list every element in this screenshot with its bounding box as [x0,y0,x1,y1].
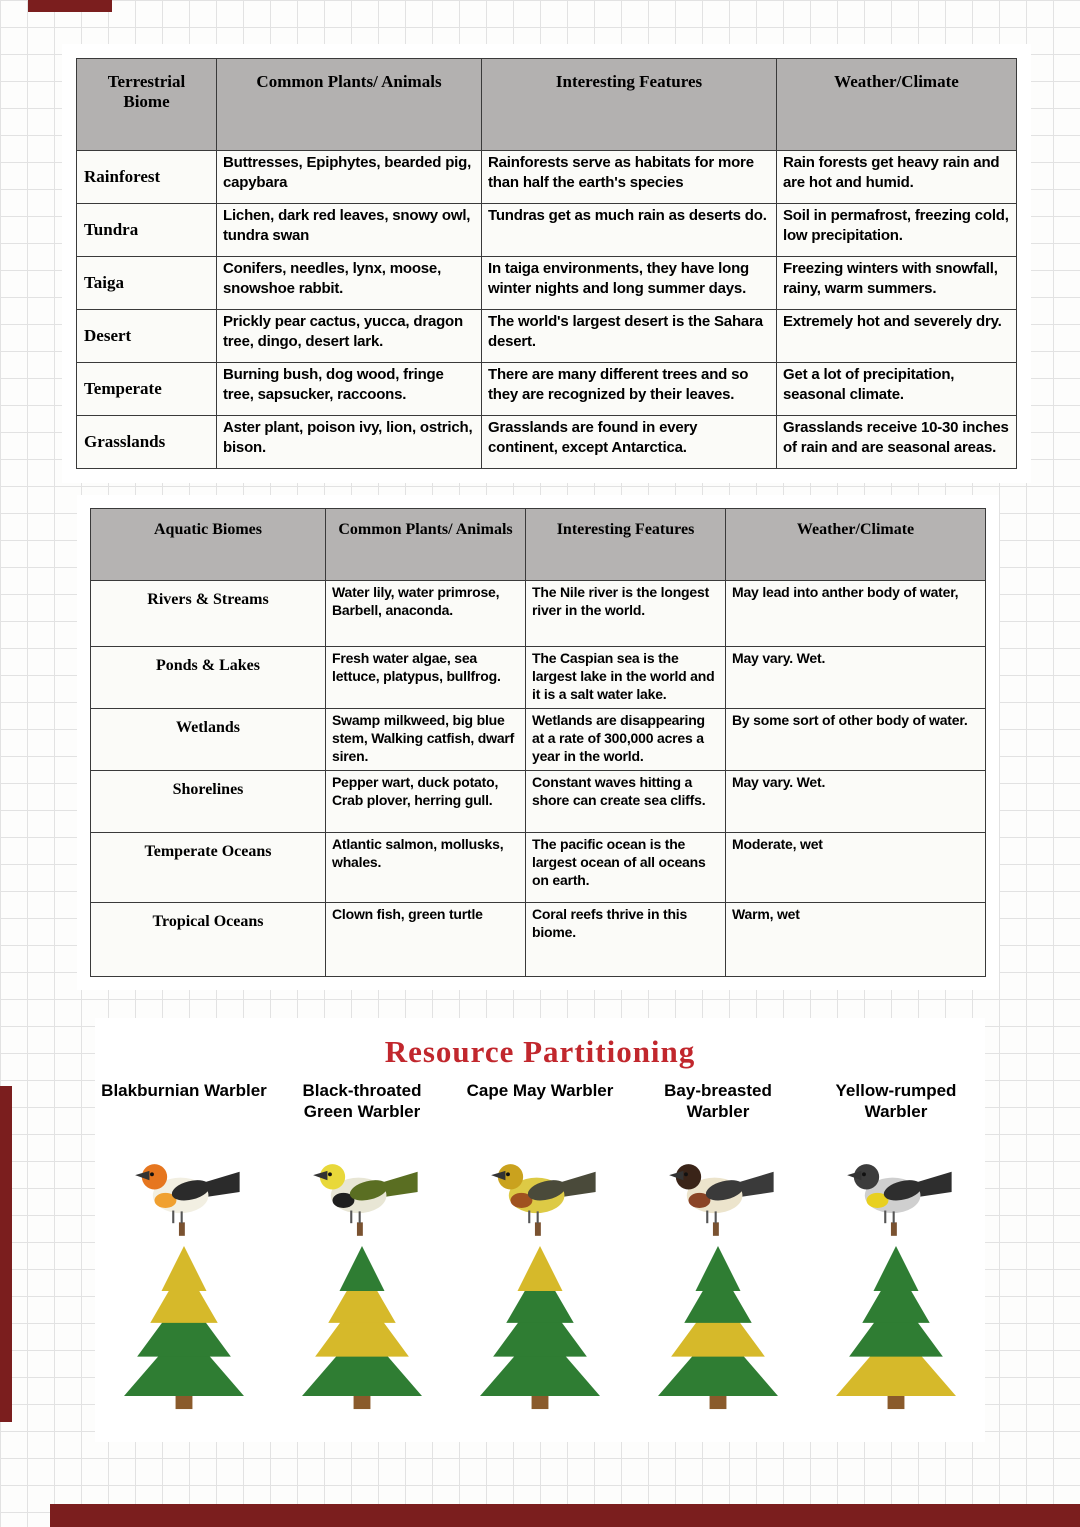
biome-label-cell: Desert [77,310,217,363]
features-cell: Rainforests serve as habitats for more than half the earth's species [482,151,777,204]
features-cell: The pacific ocean is the largest ocean of all oceans on earth. [526,833,726,903]
spruce-tree-icon [109,1246,259,1410]
weather-cell: By some sort of other body of water. [726,709,986,771]
plants-cell: Pepper wart, duck potato, Crab plover, herring gull. [326,771,526,833]
table-row [91,581,986,647]
table-row [77,310,1017,363]
features-cell: Coral reefs thrive in this biome. [526,903,726,977]
weather-cell: Soil in permafrost, freezing cold, low precipitation. [777,204,1017,257]
biome-label-cell: Temperate Oceans [91,833,326,903]
biome-label-cell: Temperate [77,363,217,416]
page-frame-left [0,1086,12,1422]
weather-cell: Warm, wet [726,903,986,977]
warbler-column [629,1080,807,1410]
plants-cell: Conifers, needles, lynx, moose, snowshoe rabbit. [217,257,482,310]
plants-cell: Buttresses, Epiphytes, bearded pig, capybara [217,151,482,204]
biome-label-cell: Tundra [77,204,217,257]
features-cell: Tundras get as much rain as deserts do. [482,204,777,257]
warbler-name: Cape May Warbler [466,1081,614,1100]
header-row [91,509,986,581]
column-header-weather: Weather/Climate [726,509,986,581]
warbler-name: Yellow-rumped Warbler [835,1081,957,1122]
terrestrial-biomes-table [76,58,1017,469]
biome-label-cell: Rivers & Streams [91,581,326,647]
warbler-column [451,1080,629,1410]
table-row [91,833,986,903]
warbler-icon [481,1148,599,1236]
column-header-biome: Terrestrial Biome [77,59,217,151]
weather-cell: May lead into anther body of water, [726,581,986,647]
warbler-icon [303,1148,421,1236]
weather-cell: Extremely hot and severely dry. [777,310,1017,363]
table-row [77,151,1017,204]
plants-cell: Burning bush, dog wood, fringe tree, sapsucker, raccoons. [217,363,482,416]
column-header-features: Interesting Features [526,509,726,581]
header-row [77,59,1017,151]
biome-label-cell: Tropical Oceans [91,903,326,977]
perch-twig [357,1222,363,1235]
warbler-column [807,1080,985,1410]
table-row [77,204,1017,257]
table-row [91,709,986,771]
weather-cell: Get a lot of precipitation, seasonal climate. [777,363,1017,416]
features-cell: Constant waves hitting a shore can create sea cliffs. [526,771,726,833]
features-cell: The Nile river is the longest river in the world. [526,581,726,647]
biome-label-cell: Ponds & Lakes [91,647,326,709]
plants-cell: Prickly pear cactus, yucca, dragon tree, dingo, desert lark. [217,310,482,363]
table-row [91,771,986,833]
features-cell: Wetlands are disappearing at a rate of 300,000 acres a year in the world. [526,709,726,771]
aquatic-biomes-table [90,508,986,977]
biome-label-cell: Taiga [77,257,217,310]
spruce-tree-icon [465,1246,615,1410]
warbler-name: Blakburnian Warbler [101,1081,267,1100]
plants-cell: Aster plant, poison ivy, lion, ostrich, bison. [217,416,482,469]
table-row [77,257,1017,310]
warbler-icon [837,1148,955,1236]
warbler-column [273,1080,451,1410]
table-row [77,416,1017,469]
features-cell: There are many different trees and so they are recognized by their leaves. [482,363,777,416]
table-row [77,363,1017,416]
figure-title: Resource Partitioning [384,1034,696,1069]
weather-cell: Grasslands receive 10-30 inches of rain and are seasonal areas. [777,416,1017,469]
resource-partitioning-figure [95,1018,985,1442]
perch-twig [891,1222,897,1235]
weather-cell: May vary. Wet. [726,771,986,833]
perch-twig [713,1222,719,1235]
page-frame-bottom [50,1504,1080,1527]
column-header-weather: Weather/Climate [777,59,1017,151]
perch-twig [535,1222,541,1235]
warbler-name: Black-throated Green Warbler [302,1081,422,1122]
features-cell: The Caspian sea is the largest lake in the world and it is a salt water lake. [526,647,726,709]
weather-cell: May vary. Wet. [726,647,986,709]
plants-cell: Atlantic salmon, mollusks, whales. [326,833,526,903]
column-header-plants: Common Plants/ Animals [217,59,482,151]
spruce-tree-icon [287,1246,437,1410]
aquatic-table-paper [90,508,986,977]
warbler-name: Bay-breasted Warbler [664,1081,772,1122]
warbler-icon [659,1148,777,1236]
spruce-tree-icon [821,1246,971,1410]
warbler-columns [95,1080,985,1410]
table-row [91,647,986,709]
column-header-features: Interesting Features [482,59,777,151]
features-cell: In taiga environments, they have long winter nights and long summer days. [482,257,777,310]
weather-cell: Rain forests get heavy rain and are hot and humid. [777,151,1017,204]
column-header-biome: Aquatic Biomes [91,509,326,581]
weather-cell: Moderate, wet [726,833,986,903]
features-cell: The world's largest desert is the Sahara desert. [482,310,777,363]
warbler-column [95,1080,273,1410]
page-frame-top [28,0,112,12]
terrestrial-table-paper [76,58,1017,469]
plants-cell: Lichen, dark red leaves, snowy owl, tundra swan [217,204,482,257]
biome-label-cell: Shorelines [91,771,326,833]
table-row [91,903,986,977]
biome-label-cell: Grasslands [77,416,217,469]
plants-cell: Fresh water algae, sea lettuce, platypus, bullfrog. [326,647,526,709]
weather-cell: Freezing winters with snowfall, rainy, warm summers. [777,257,1017,310]
column-header-plants: Common Plants/ Animals [326,509,526,581]
plants-cell: Clown fish, green turtle [326,903,526,977]
spruce-tree-icon [643,1246,793,1410]
perch-twig [179,1222,185,1235]
warbler-icon [125,1148,243,1236]
biome-label-cell: Wetlands [91,709,326,771]
biome-label-cell: Rainforest [77,151,217,204]
plants-cell: Water lily, water primrose, Barbell, anaconda. [326,581,526,647]
plants-cell: Swamp milkweed, big blue stem, Walking catfish, dwarf siren. [326,709,526,771]
features-cell: Grasslands are found in every continent, except Antarctica. [482,416,777,469]
